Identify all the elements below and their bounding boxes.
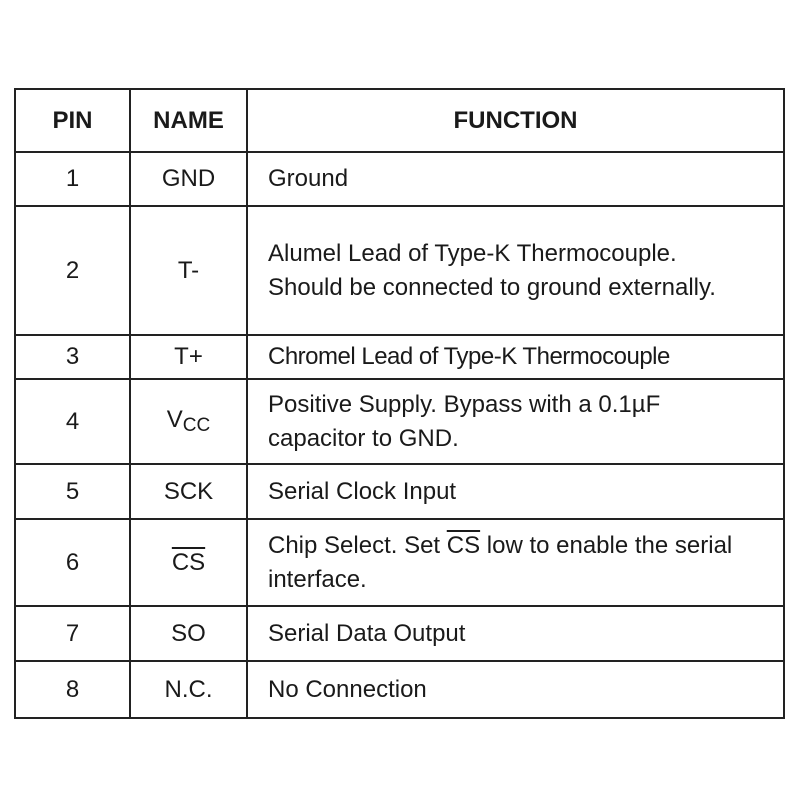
name-subscript: CC: [182, 415, 211, 436]
table-row: [15, 152, 784, 206]
name-cell: [130, 519, 247, 606]
table-row: [15, 379, 784, 464]
function-cell: Serial Data Output: [247, 606, 784, 661]
name-cell: [130, 379, 247, 464]
pin-cell: 3: [15, 335, 130, 379]
function-text-overline: $\overline{CS}$: [446, 531, 481, 559]
header-function: FUNCTION: [247, 89, 784, 152]
name-cell: SCK: [130, 464, 247, 519]
name-cell: GND: [130, 152, 247, 206]
pin-cell: 7: [15, 606, 130, 661]
name-cell: SO: [130, 606, 247, 661]
table-row: [15, 519, 784, 606]
header-name: NAME: [130, 89, 247, 152]
function-cell: No Connection: [247, 661, 784, 718]
table-row: [15, 661, 784, 718]
name-text: V: [166, 406, 183, 433]
function-cell: Chromel Lead of Type-K Thermocouple: [247, 335, 784, 379]
table-row: [15, 464, 784, 519]
table-row: [15, 335, 784, 379]
table-header-row: [15, 89, 784, 152]
function-text: low to enable the serial interface.: [268, 531, 733, 593]
pin-description-table: [14, 88, 785, 719]
function-cell: Serial Clock Input: [247, 464, 784, 519]
function-cell: Positive Supply. Bypass with a 0.1µF capacitor to GND.: [247, 379, 784, 464]
pin-cell: 2: [15, 206, 130, 335]
function-cell: Alumel Lead of Type-K Thermocouple. Should be connected to ground externally.: [247, 206, 784, 335]
pin-cell: 5: [15, 464, 130, 519]
header-pin: PIN: [15, 89, 130, 152]
pin-cell: 1: [15, 152, 130, 206]
name-cell: N.C.: [130, 661, 247, 718]
function-cell: Ground: [247, 152, 784, 206]
name-cell: T-: [130, 206, 247, 335]
pin-cell: 8: [15, 661, 130, 718]
function-cell: [247, 519, 784, 606]
name-text: $\overline{CS}$: [171, 548, 206, 576]
table-row: [15, 206, 784, 335]
table-row: [15, 606, 784, 661]
pin-cell: 6: [15, 519, 130, 606]
function-text: Chip Select. Set: [268, 531, 447, 559]
name-cell: T+: [130, 335, 247, 379]
pin-cell: 4: [15, 379, 130, 464]
